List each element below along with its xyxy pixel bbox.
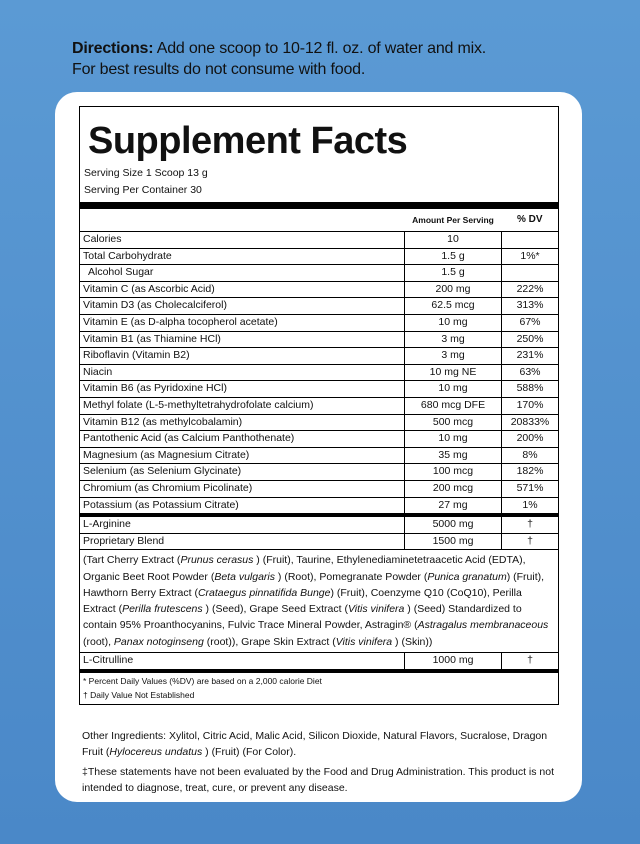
nutrient-dv: 1%* bbox=[502, 248, 559, 265]
nutrient-amount: 10 mg bbox=[405, 381, 502, 398]
nutrient-row bbox=[80, 364, 558, 381]
nutrient-amount: 1000 mg bbox=[405, 653, 502, 669]
nutrient-name: Calories bbox=[80, 232, 405, 249]
nutrient-dv: † bbox=[502, 515, 559, 533]
divider-thick bbox=[80, 202, 558, 209]
nutrient-dv: 250% bbox=[502, 331, 559, 348]
nutrient-row bbox=[80, 348, 558, 365]
nutrient-row bbox=[80, 464, 558, 481]
nutrient-name: Vitamin B12 (as methylcobalamin) bbox=[80, 414, 405, 431]
nutrient-name: Alcohol Sugar bbox=[80, 265, 405, 282]
nutrient-name: Selenium (as Selenium Glycinate) bbox=[80, 464, 405, 481]
nutrient-name: Chromium (as Chromium Picolinate) bbox=[80, 480, 405, 497]
latin-name: Punica granatum bbox=[427, 570, 507, 583]
latin-name: Vitis vinifera bbox=[335, 635, 393, 648]
nutrient-row bbox=[80, 431, 558, 448]
nutrient-amount: 35 mg bbox=[405, 447, 502, 464]
nutrient-dv: † bbox=[502, 533, 559, 549]
text-segment: ) (Fruit) (For Color). bbox=[202, 746, 297, 758]
proprietary-blend-ingredients bbox=[80, 549, 558, 652]
facts-table bbox=[80, 209, 558, 549]
text-segment: ) (Fruit), Coenzyme Q10 (CoQ10), Perilla Extract ( bbox=[83, 586, 522, 616]
nutrient-row bbox=[80, 232, 558, 249]
nutrient-amount: 200 mg bbox=[405, 281, 502, 298]
nutrient-dv: † bbox=[502, 653, 559, 669]
text-segment: (root), bbox=[83, 635, 114, 648]
nutrient-amount: 1.5 g bbox=[405, 265, 502, 282]
nutrient-amount: 10 mg bbox=[405, 314, 502, 331]
nutrient-dv: 182% bbox=[502, 464, 559, 481]
nutrient-row bbox=[80, 515, 558, 533]
nutrient-amount: 100 mcg bbox=[405, 464, 502, 481]
text-segment: ) (Fruit), Taurine, Ethylenediaminetetraacetic Acid (EDTA), Organic Beet Root Powder ( bbox=[83, 554, 526, 583]
nutrient-amount: 10 mg NE bbox=[405, 364, 502, 381]
text-segment: Other Ingredients: Xylitol, Citric Acid, Malic Acid, Silicon Dioxide, Natural Flavors, Sucralose, Dragon Fruit ( bbox=[82, 730, 548, 758]
nutrient-row bbox=[80, 314, 558, 331]
nutrient-row bbox=[80, 265, 558, 282]
nutrient-row bbox=[80, 397, 558, 414]
other-ingredients bbox=[82, 728, 560, 760]
latin-name: Hylocereus undatus bbox=[109, 746, 203, 758]
nutrient-amount: 500 mcg bbox=[405, 414, 502, 431]
nutrient-dv: 313% bbox=[502, 298, 559, 315]
nutrient-amount: 1500 mg bbox=[405, 533, 502, 549]
nutrient-row bbox=[80, 653, 558, 669]
nutrient-dv: 20833% bbox=[502, 414, 559, 431]
latin-name: Perilla frutescens bbox=[122, 603, 203, 616]
supplement-facts-panel bbox=[79, 106, 559, 705]
header-amount: Amount Per Serving bbox=[412, 215, 494, 225]
facts-table-tail bbox=[80, 652, 558, 669]
nutrient-dv: 63% bbox=[502, 364, 559, 381]
nutrient-name: L-Citrulline bbox=[80, 653, 405, 669]
nutrient-name: Total Carbohydrate bbox=[80, 248, 405, 265]
nutrient-row bbox=[80, 533, 558, 549]
nutrient-amount: 62.5 mcg bbox=[405, 298, 502, 315]
directions-line2: For best results do not consume with food. bbox=[72, 61, 366, 78]
nutrient-name: Potassium (as Potassium Citrate) bbox=[80, 497, 405, 515]
text-segment: ) (Root), Pomegranate Powder ( bbox=[275, 570, 428, 583]
nutrient-dv bbox=[502, 265, 559, 282]
serving-size: Serving Size 1 Scoop 13 g bbox=[84, 167, 208, 179]
nutrient-name: Vitamin D3 (as Cholecalciferol) bbox=[80, 298, 405, 315]
directions-label: Directions: bbox=[72, 40, 154, 57]
nutrient-row bbox=[80, 480, 558, 497]
nutrient-name: Vitamin C (as Ascorbic Acid) bbox=[80, 281, 405, 298]
nutrient-amount: 3 mg bbox=[405, 348, 502, 365]
footnotes bbox=[80, 669, 558, 704]
nutrient-dv: 231% bbox=[502, 348, 559, 365]
fda-disclaimer: ‡These statements have not been evaluated by the Food and Drug Administration. This product is not intended to diagnose, treat, cure, or prevent any disease. bbox=[82, 766, 555, 794]
nutrient-name: Pantothenic Acid (as Calcium Panthothenate) bbox=[80, 431, 405, 448]
nutrient-row bbox=[80, 414, 558, 431]
latin-name: Panax notoginseng bbox=[113, 635, 204, 648]
servings-per-container: Serving Per Container 30 bbox=[84, 184, 202, 196]
nutrient-dv: 8% bbox=[502, 447, 559, 464]
footnote-dv: * Percent Daily Values (%DV) are based on a 2,000 calorie Diet bbox=[83, 675, 322, 686]
nutrient-row bbox=[80, 497, 558, 515]
nutrient-name: Vitamin B1 (as Thiamine HCl) bbox=[80, 331, 405, 348]
nutrient-amount: 10 bbox=[405, 232, 502, 249]
nutrient-amount: 1.5 g bbox=[405, 248, 502, 265]
nutrient-dv: 588% bbox=[502, 381, 559, 398]
latin-name: Prunus cerasus bbox=[180, 554, 254, 567]
text-segment: (root)), Grape Skin Extract ( bbox=[203, 635, 336, 648]
text-segment: ) (Seed) Standardized to contain 95% Proanthocyanins, Fulvic Trace Mineral Powder, Astragin® ( bbox=[83, 603, 522, 632]
nutrient-name: Niacin bbox=[80, 364, 405, 381]
nutrient-amount: 3 mg bbox=[405, 331, 502, 348]
directions-text bbox=[72, 38, 612, 80]
latin-name: Astragalus membranaceous bbox=[417, 619, 549, 632]
nutrient-amount: 5000 mg bbox=[405, 515, 502, 533]
text-segment: ) (Seed), Grape Seed Extract ( bbox=[202, 603, 348, 616]
latin-name: Vitis vinifera bbox=[347, 603, 405, 616]
nutrient-row bbox=[80, 298, 558, 315]
footnote-dagger: † Daily Value Not Established bbox=[83, 689, 195, 700]
nutrient-row bbox=[80, 281, 558, 298]
latin-name: Crataegus pinnatifida Bunge bbox=[197, 586, 331, 599]
nutrient-dv: 67% bbox=[502, 314, 559, 331]
latin-name: Beta vulgaris bbox=[214, 570, 276, 583]
nutrient-name: Methyl folate (L-5-methyltetrahydrofolate calcium) bbox=[80, 397, 405, 414]
nutrient-dv bbox=[502, 232, 559, 249]
nutrient-amount: 27 mg bbox=[405, 497, 502, 515]
nutrient-row bbox=[80, 447, 558, 464]
nutrient-dv: 571% bbox=[502, 480, 559, 497]
nutrient-row bbox=[80, 248, 558, 265]
facts-header-row bbox=[80, 209, 558, 232]
nutrient-amount: 200 mcg bbox=[405, 480, 502, 497]
header-blank bbox=[80, 209, 405, 232]
text-segment: ) (Fruit), Hawthorn Berry Extract ( bbox=[83, 570, 545, 599]
nutrient-name: Riboflavin (Vitamin B2) bbox=[80, 348, 405, 365]
facts-title: Supplement Facts bbox=[88, 120, 408, 162]
nutrient-row bbox=[80, 331, 558, 348]
header-dv: % DV bbox=[516, 214, 543, 225]
nutrient-name: Vitamin E (as D-alpha tocopherol acetate) bbox=[80, 314, 405, 331]
nutrient-name: Vitamin B6 (as Pyridoxine HCl) bbox=[80, 381, 405, 398]
nutrient-row bbox=[80, 381, 558, 398]
nutrient-name: Magnesium (as Magnesium Citrate) bbox=[80, 447, 405, 464]
nutrient-name: Proprietary Blend bbox=[80, 533, 405, 549]
nutrient-amount: 10 mg bbox=[405, 431, 502, 448]
text-segment: (Tart Cherry Extract ( bbox=[83, 554, 181, 567]
nutrient-dv: 200% bbox=[502, 431, 559, 448]
directions-line1: Add one scoop to 10-12 fl. oz. of water and mix. bbox=[153, 40, 486, 57]
nutrient-name: L-Arginine bbox=[80, 515, 405, 533]
nutrient-dv: 222% bbox=[502, 281, 559, 298]
nutrient-dv: 1% bbox=[502, 497, 559, 515]
nutrient-dv: 170% bbox=[502, 397, 559, 414]
nutrient-amount: 680 mcg DFE bbox=[405, 397, 502, 414]
text-segment: ) (Skin)) bbox=[392, 635, 433, 648]
